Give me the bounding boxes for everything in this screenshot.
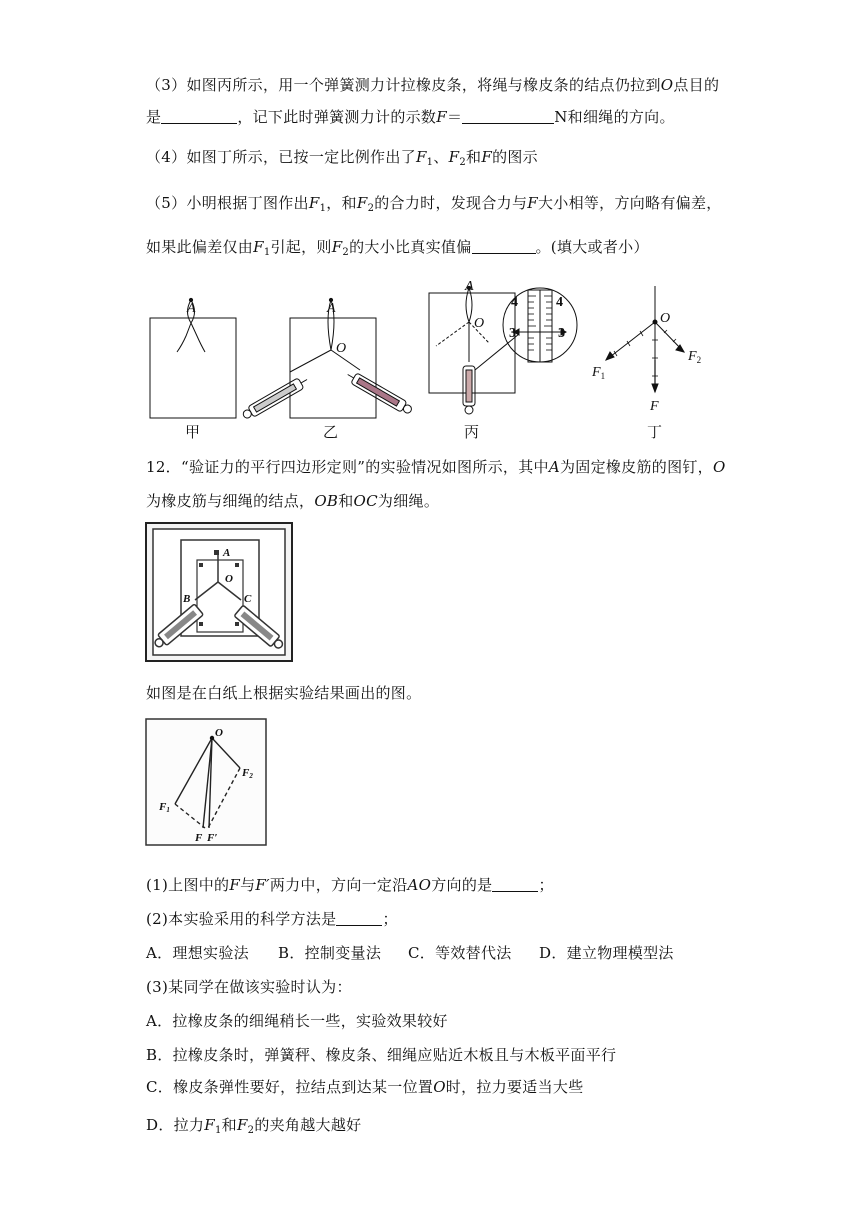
q12-intro-line1: [146, 456, 726, 477]
F: F: [688, 349, 697, 364]
var-OC: OC: [353, 492, 378, 510]
text: ；: [538, 876, 554, 894]
F: F: [242, 767, 250, 779]
text: 为固定橡皮筋的图钉，: [559, 458, 713, 476]
label-F-ding: F: [650, 399, 659, 414]
var-A: A: [548, 458, 560, 476]
answer-blank-purpose[interactable]: [161, 109, 237, 124]
var-AO: AO: [407, 876, 432, 894]
q12-sub3-option-D[interactable]: [146, 1114, 361, 1136]
spring-scale-yi-left: [241, 374, 310, 421]
var-O: O: [712, 458, 726, 476]
var-O: O: [433, 1078, 446, 1096]
caption-jia: 甲: [185, 425, 201, 441]
text: （3）如图丙所示，用一个弹簧测力计拉橡皮条，将绳与橡皮条的结点仍拉到: [146, 76, 661, 94]
scale-ticks-ding: [614, 330, 676, 376]
text: 时，拉力要适当大些: [445, 1078, 584, 1096]
text: 和: [221, 1116, 237, 1134]
knot-O: [210, 736, 214, 740]
var-F1: F: [415, 148, 427, 166]
q12-sub2: [146, 908, 398, 929]
q12-figure-caption: 如图是在白纸上根据实验结果画出的图。: [146, 684, 422, 702]
text: 。(填大或者小）: [535, 238, 649, 256]
q12-intro-line2: [146, 490, 439, 511]
text: 点目的: [673, 76, 720, 94]
text: D．拉力: [146, 1116, 205, 1134]
label-B: B: [183, 593, 191, 605]
caption-bing: 丙: [464, 425, 480, 441]
text: 是: [146, 108, 162, 126]
rope-jia-left: [177, 323, 191, 352]
var-F: F: [436, 108, 447, 126]
var-F2: F: [448, 148, 460, 166]
answer-blank-bigger-smaller[interactable]: [472, 239, 536, 254]
q12-sub2-options: [146, 942, 674, 963]
arrowhead-F1: [606, 352, 614, 360]
text: ；: [382, 910, 398, 928]
label-Fprime: F′: [207, 832, 218, 844]
sub: 2: [696, 355, 702, 365]
sub: 1: [600, 371, 606, 381]
text: 两力中，方向一定沿: [269, 876, 408, 894]
q12-sub1: [146, 874, 554, 895]
sub: 1: [426, 157, 434, 168]
text: （4）如图丁所示，已按一定比例作出了: [146, 148, 416, 166]
sub: 2: [459, 157, 467, 168]
label-A: A: [223, 547, 231, 559]
text: 方向的是: [431, 876, 493, 894]
spring-scale-yi-right: [345, 369, 414, 416]
text: （5）小明根据丁图作出: [146, 194, 309, 212]
q11-part4: [146, 146, 538, 168]
sub: 2: [249, 772, 253, 780]
board-jia: [150, 318, 236, 418]
q12-sub3: (3)某同学在做该实验时认为：: [146, 978, 352, 996]
arrow-F1: [606, 322, 655, 360]
sub: 2: [367, 203, 375, 214]
sub: 1: [263, 247, 271, 258]
text: 如果此偏差仅由: [146, 238, 254, 256]
text: ，和: [326, 194, 357, 212]
answer-blank-sq2[interactable]: [336, 911, 382, 926]
knot-ding: [653, 320, 657, 324]
var-F1: F: [253, 238, 264, 256]
var-F: F: [229, 876, 241, 894]
sub: 1: [214, 1125, 222, 1136]
option-D[interactable]: D．建立物理模型法: [539, 944, 674, 962]
spring-scale-bing: [463, 366, 475, 414]
q11-figures: [140, 276, 720, 446]
text: 的图示: [492, 148, 538, 166]
scale-label-4-left: 4: [511, 295, 518, 310]
var-Fprime: F′: [255, 876, 270, 894]
label-F1-ding: [591, 365, 605, 381]
text: (1)上图中的: [146, 876, 230, 894]
option-A[interactable]: A．理想实验法: [146, 944, 249, 962]
var-F: F: [481, 148, 493, 166]
label-O-ding: O: [660, 311, 671, 326]
label-O: O: [215, 727, 223, 739]
option-C[interactable]: C．等效替代法: [408, 944, 512, 962]
caption-ding: 丁: [647, 425, 663, 441]
text: 的合力时，发现合力与: [374, 194, 528, 212]
text: ＝: [446, 108, 463, 126]
text: 为细绳。: [377, 492, 440, 510]
q12-sub3-option-C[interactable]: [146, 1076, 584, 1097]
text: 为橡皮筋与细绳的结点，: [146, 492, 315, 510]
sub: 2: [342, 247, 350, 258]
text: 和: [338, 492, 354, 510]
text: 的大小比真实值偏: [349, 238, 472, 256]
var-F2: F: [331, 238, 343, 256]
q12-result-figure: [145, 718, 267, 846]
q11-part3-line2: [146, 106, 675, 127]
text: 大小相等，方向略有偏差，: [537, 194, 722, 212]
var-O: O: [660, 76, 674, 94]
option-B[interactable]: B．控制变量法: [278, 944, 382, 962]
text: 与: [240, 876, 256, 894]
label-O-yi: O: [336, 341, 347, 356]
caption-yi: 乙: [323, 425, 339, 441]
sub: 2: [247, 1125, 255, 1136]
var-OB: OB: [314, 492, 339, 510]
scale-label-3-left: 3: [509, 326, 516, 341]
label-C: C: [244, 593, 252, 605]
sub: 1: [319, 203, 327, 214]
label-F2-ding: [687, 349, 701, 365]
rope-yi-left: [290, 350, 331, 372]
arrowhead-F: [652, 384, 658, 392]
text: (2)本实验采用的科学方法是: [146, 910, 337, 928]
label-O: O: [225, 573, 233, 585]
F: F: [159, 801, 167, 813]
text: 的夹角越大越好: [254, 1116, 362, 1134]
F: F: [592, 365, 601, 380]
dashed-line-bing: [436, 322, 469, 346]
answer-blank-force[interactable]: [462, 109, 554, 124]
text: N和细绳的方向。: [554, 108, 675, 126]
text: 12．“验证力的平行四边形定则”的实验情况如图所示，其中: [146, 458, 549, 476]
q12-sub3-option-A[interactable]: A．拉橡皮条的细绳稍长一些，实验效果较好: [146, 1012, 448, 1030]
text: 引起，则: [270, 238, 332, 256]
var-F2: F: [356, 194, 368, 212]
label-A-yi: A: [327, 301, 336, 316]
label-O-bing: O: [474, 316, 485, 331]
text: 和: [466, 148, 482, 166]
sub: 1: [166, 806, 170, 814]
label-A-jia: A: [187, 301, 196, 316]
label-F: F: [195, 832, 203, 844]
q12-sub3-option-B[interactable]: B．拉橡皮条时，弹簧秤、橡皮条、细绳应贴近木板且与木板平面平行: [146, 1046, 617, 1064]
text: C．橡皮条弹性要好，拉结点到达某一位置: [146, 1078, 434, 1096]
scale-label-3-right: 3: [558, 326, 565, 341]
text: ，记下此时弹簧测力计的示数: [237, 108, 437, 126]
q11-part3-line1: [146, 74, 719, 95]
label-A-bing: A: [465, 279, 474, 294]
text: 、: [433, 148, 449, 166]
var-F: F: [527, 194, 538, 212]
var-F1: F: [204, 1116, 215, 1134]
answer-blank-sq1[interactable]: [492, 877, 538, 892]
q11-part5-line2: [146, 236, 649, 258]
var-F2: F: [236, 1116, 248, 1134]
q12-apparatus-figure: [145, 522, 293, 662]
arrowhead-F2: [676, 345, 684, 352]
rope-jia-right: [191, 323, 205, 352]
var-F1: F: [308, 194, 320, 212]
q11-part5-line1: [146, 192, 722, 214]
scale-label-4-right: 4: [556, 295, 563, 310]
